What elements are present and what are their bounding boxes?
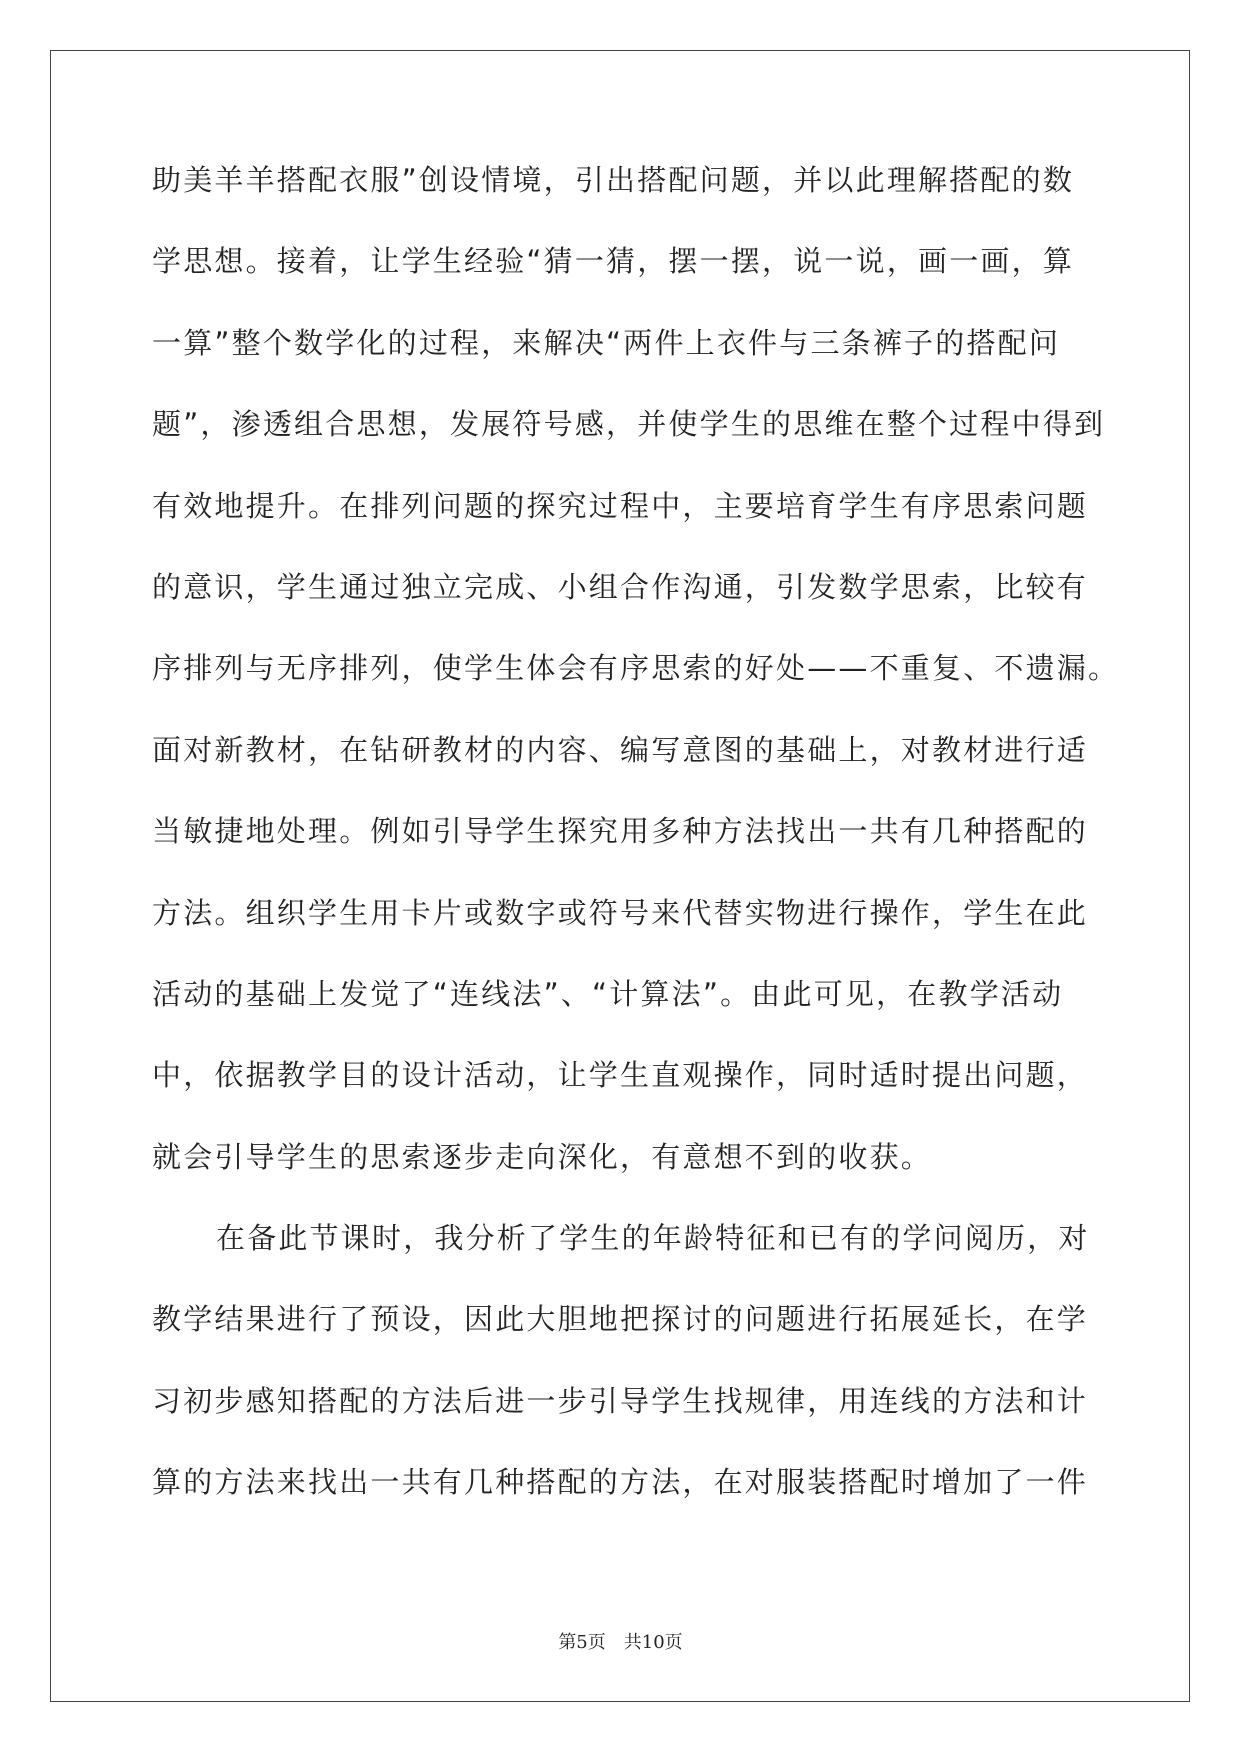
text-line: 方法。组织学生用卡片或数字或符号来代替实物进行操作，学生在此 [152, 895, 1089, 930]
page-number: 第5页 [558, 1632, 606, 1653]
text-line: 学思想。接着，让学生经验“猜一猜，摆一摆，说一说，画一画，算 [152, 244, 1075, 279]
text-line: 一算”整个数学化的过程，来解决“两件上衣件与三条裤子的搭配问 [152, 325, 1061, 360]
text-line: 有效地提升。在排列问题的探究过程中，主要培育学生有序思索问题 [152, 488, 1089, 523]
text-line: 面对新教材，在钻研教材的内容、编写意图的基础上，对教材进行适 [152, 732, 1089, 767]
text-line: 中，依据教学目的设计活动，让学生直观操作，同时适时提出问题， [152, 1058, 1089, 1093]
text-line: 算的方法来找出一共有几种搭配的方法，在对服装搭配时增加了一件 [152, 1465, 1089, 1500]
text-line: 的意识，学生通过独立完成、小组合作沟通，引发数学思索，比较有 [152, 569, 1089, 604]
text-line: 助美羊羊搭配衣服”创设情境，引出搭配问题，并以此理解搭配的数 [152, 163, 1075, 197]
text-line: 就会引导学生的思索逐步走向深化，有意想不到的收获。 [152, 1139, 933, 1174]
paragraph-start-line: 在备此节课时，我分析了学生的年龄特征和已有的学问阅历，对 [216, 1221, 1090, 1256]
page-footer [0, 1628, 1241, 1654]
text-line: 教学结果进行了预设，因此大胆地把探讨的问题进行拓展延长，在学 [152, 1302, 1089, 1337]
text-line: 活动的基础上发觉了“连线法”、“计算法”。由此可见，在教学活动 [152, 976, 1064, 1011]
text-line: 习初步感知搭配的方法后进一步引导学生找规律，用连线的方法和计 [152, 1383, 1089, 1418]
document-body [152, 160, 1120, 1544]
text-line: 序排列与无序排列，使学生体会有序思索的好处——不重复、不遗漏。 [152, 651, 1120, 686]
text-line: 当敏捷地处理。例如引导学生探究用多种方法找出一共有几种搭配的 [152, 814, 1089, 849]
total-pages: 共10页 [623, 1632, 683, 1653]
text-line: 题”，渗透组合思想，发展符号感，并使学生的思维在整个过程中得到 [152, 407, 1106, 442]
